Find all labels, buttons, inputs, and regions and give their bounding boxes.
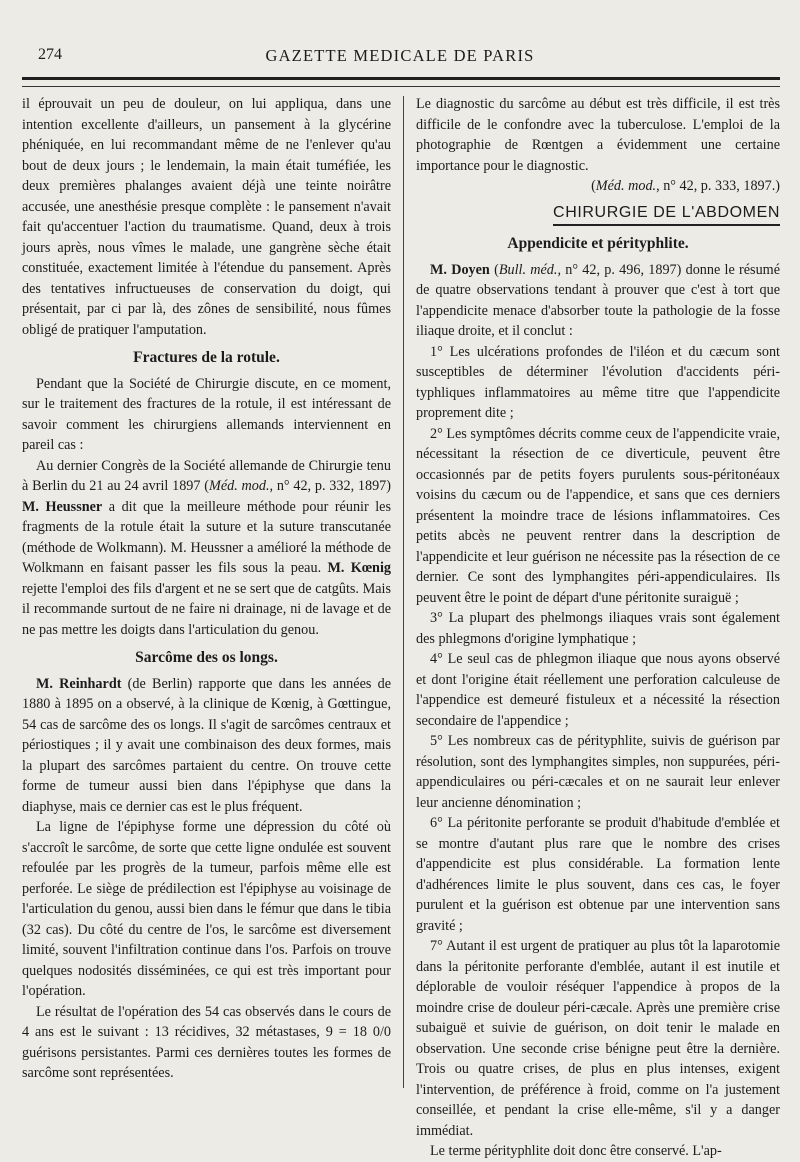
section-heading-fractures: Fractures de la rotule. bbox=[133, 349, 280, 366]
citation: Bull. méd. bbox=[498, 261, 558, 278]
paragraph: Le diagnostic du sarcôme au début est très difficile, il est très difficile de le confondre avec la tuberculose. L'emploi de la photographie de Rœntgen a évidemment une certaine importance pour le diagnostic. bbox=[416, 96, 780, 174]
header-rule-thick bbox=[22, 77, 780, 80]
list-item: 6° La péritonite perforante se produit d'habitude d'emblée et se montre d'autant plus rare que le nombre des crises d'appendicite est plus considérable. La formation lente d'adhérences limite le plus souvent, dans ces cas, le foyer purulent et la guérison est obtenue par une intervention sans gravité ; bbox=[416, 815, 780, 934]
paragraph: Pendant que la Société de Chirurgie discute, en ce moment, sur le traitement des fractures de la rotule, il est intéressant de savoir comment les chirurgiens allemands interviennent en pareil cas : bbox=[22, 375, 391, 453]
page-number: 274 bbox=[38, 46, 62, 63]
right-column bbox=[416, 94, 780, 1162]
column-divider bbox=[403, 96, 404, 1088]
paragraph: Au dernier Congrès de la Société allemande de Chirurgie tenu à Berlin du 21 au 24 avril 1897 (Méd. mod., n° 42, p. 332, 1897) M. Heussner a dit que la meilleure méthode pour réunir les fragments de la rotule était la suture et la suture transcutanée (méthode de Wolkmann). M. Heussner a amélioré la méthode de Wolkmann en faisant passer les fils sous la peau. M. Kœnig rejette l'emploi des fils d'argent et ne se sert que de catgûts. Mais il recommande surtout de ne faire ni drainage, ni de lavage et de ne pas mettre les doigts dans l'articulation du genou. bbox=[22, 457, 391, 638]
author-name: M. Reinhardt bbox=[36, 675, 122, 692]
paragraph: Le terme pérityphlite doit donc être conservé. L'ap- bbox=[430, 1143, 722, 1159]
author-name: M. Kœnig bbox=[327, 560, 391, 576]
list-item: 7° Autant il est urgent de pratiquer au plus tôt la laparotomie dans la péritonite perforante d'emblée, autant il est inutile et déplorable de vouloir réséquer l'appendice à propos de la moindre crise de douleur péri-cæcale. Après une première crise subaiguë et suivie de guérison, on doit tenir le malade en observation. Une seconde crise bénigne peut être la dernière. Trois ou quatre crises, de plus en plus intenses, exigent l'intervention, de préférence à froid, comme on l'a justement conseillée, et pendant la crise elle-même, s'il y a danger immédiat. bbox=[416, 938, 780, 1139]
paragraph: il éprouvait un peu de douleur, on lui appliqua, dans une intention excellente d'ailleurs, un pansement à la glycérine phéniquée, en lui recommandant même de ne l'enlever qu'au bout de deux jours ; le lendemain, la main était tuméfiée, les deux premières phalanges avaient déjà une teinte noirâtre accusée, une anesthésie presque complète : le pansement n'avait fait qu'accentuer l'action du traumatisme. Quand, deux à trois jours après, nous vîmes le malade, une gangrène sèche était constituée, exactement limitée à l'étendue du pansement. Après des tentatives infructueuses de conservation du doigt, qui présentait, par ci par là, des zônes de sensibilité, nous fûmes obligé de pratiquer l'amputation. bbox=[22, 96, 391, 338]
header-rule-thin bbox=[22, 86, 780, 87]
paragraph: La ligne de l'épiphyse forme une dépression du côté où s'accroît le sarcôme, de sorte que cette ligne ondulée est souvent refoulée par les progrès de la tumeur, parfois même elle est perforée. Le siège de prédilection est l'épiphyse au voisinage de l'articulation du genou, aussi bien dans le fémur que dans le tibia (32 cas). Du côté du centre de l'os, le sarcôme est diversement limité, souvent l'infiltration continue dans l'os. Parfois on trouve quelques nodosités disséminées, ce qui est très important pour l'opération. bbox=[22, 819, 391, 999]
list-item: 2° Les symptômes décrits comme ceux de l'appendicite vraie, nécessitant la résection de ce diverticule, peuvent être occasionnés par de petits foyers purulents sous-péritonéaux voisins du cæcum ou de l'appendice, et sans que ces derniers présentent la moindre trace de lésions inflammatoires. Ces petits abcès ne peuvent rentrer dans la description de l'appendicite et leur guérison ne nécessite pas la résection de ce dernier. Ce sont des lymphangites péri-appendiculaires. Ils peuvent être le point de départ d'une péritonite suraiguë ; bbox=[416, 425, 780, 606]
author-name: M. Heussner bbox=[22, 498, 103, 515]
author-name: M. Doyen bbox=[430, 261, 490, 278]
left-column bbox=[22, 94, 391, 1084]
list-item: 1° Les ulcérations profondes de l'iléon et du cæcum sont susceptibles de déterminer l'évolution d'accidents péri-typhliques inflammatoires au même titre que l'appendicite proprement dite ; bbox=[416, 343, 780, 421]
list-item: 4° Le seul cas de phlegmon iliaque que nous ayons observé et dont l'origine était réellement une perforation calculeuse de l'appendice est demeuré fistuleux et a nécessité la résection secondaire de l'appendice ; bbox=[416, 651, 780, 729]
section-heading-appendicite: Appendicite et pérityphlite. bbox=[507, 235, 689, 252]
list-item: 3° La plupart des phelmongs iliaques vrais sont également des phlegmons d'origine lymphatique ; bbox=[416, 610, 780, 647]
citation: Méd. mod. bbox=[209, 478, 270, 494]
running-title: GAZETTE MEDICALE DE PARIS bbox=[265, 46, 535, 65]
paragraph: M. Reinhardt (de Berlin) rapporte que dans les années de 1880 à 1895 on a observé, à la clinique de Kœnig, à Gœttingue, 54 cas de sarcôme des os longs. Il s'agit de sarcômes centraux et périostiques ; il y avait une combinaison des deux formes, mais la plupart des sarcômes partaient du centre. On trouve cette forme de tumeur aussi bien dans l'épiphyse que dans la diaphyse, mais ce dernier cas est le plus fréquent. bbox=[22, 675, 391, 815]
section-heading-sarcome: Sarcôme des os longs. bbox=[135, 649, 278, 666]
paragraph: M. Doyen (Bull. méd., n° 42, p. 496, 1897) donne le résumé de quatre observations tendant à prouver que c'est à tort que l'appendicite menace d'absorber toute la pathologie de la fosse iliaque droite, et il conclut : bbox=[416, 261, 781, 339]
section-title: CHIRURGIE DE L'ABDOMEN bbox=[416, 203, 780, 227]
list-item: 5° Les nombreux cas de pérityphlite, suivis de guérison par résolution, sont des lymphangites simples, non suppurées, péri-appendiculaires ou péri-cæcales et on ne saurait leur enlever leur ancienne dénomination ; bbox=[416, 733, 780, 811]
page-header bbox=[24, 44, 776, 68]
paragraph: Le résultat de l'opération des 54 cas observés dans le cours de 4 ans est le suivant : 13 récidives, 32 métastases, 9 = 18 0/0 guérisons persistantes. Parmi ces dernières toutes les formes de sarcôme sont représentées. bbox=[22, 1003, 391, 1081]
citation-line: (Méd. mod., n° 42, p. 333, 1897.) bbox=[591, 178, 780, 194]
